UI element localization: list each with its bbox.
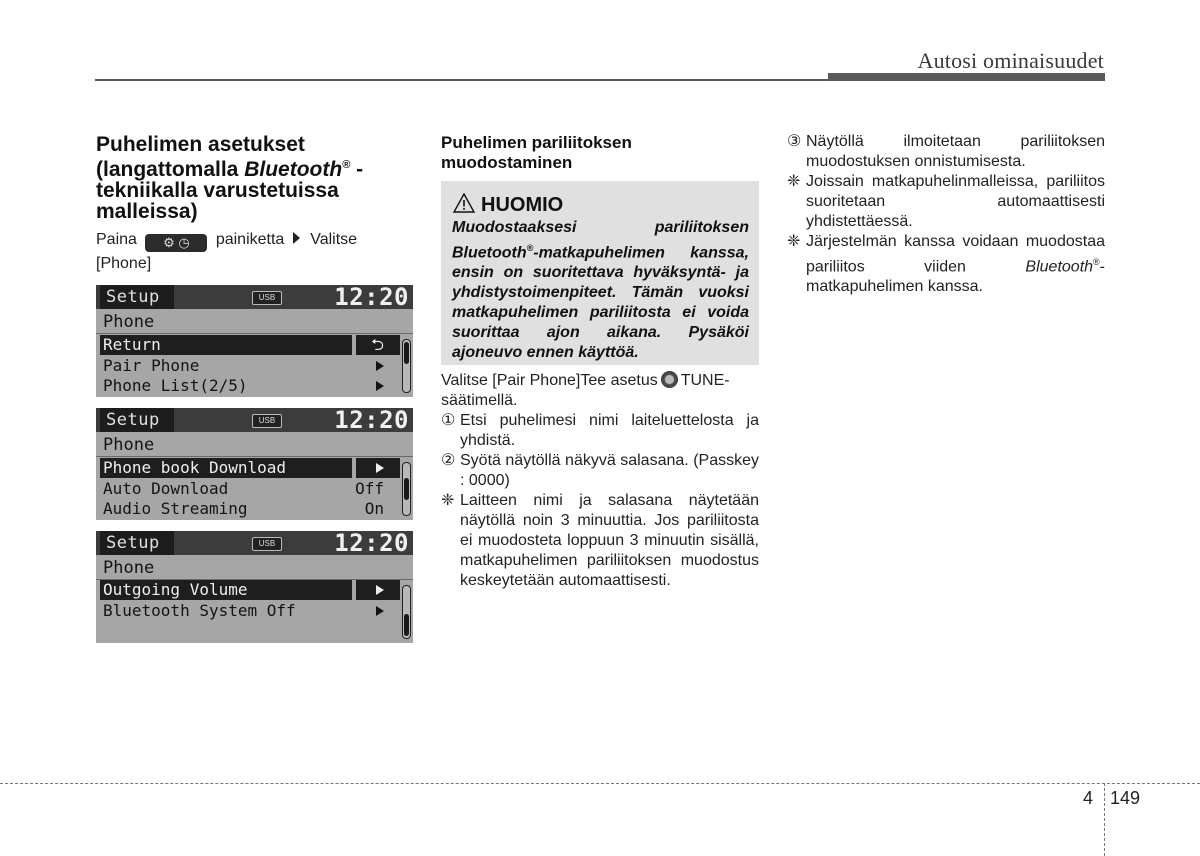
divider [96,333,413,334]
intro-paragraph: Valitse [Pair Phone]Tee asetus TUNE-säätimellä. [441,372,730,409]
menu-row-phone-book-download[interactable]: Phone book Download [100,458,396,478]
menu-row-phone-list[interactable]: Phone List(2/5) [100,376,396,396]
screen-subtitle: Phone [103,312,155,332]
instruction-paina: Paina ⚙ ◷ painiketta Valitse [Phone] [96,231,358,272]
scrollbar[interactable] [402,462,411,516]
footer-rule [0,783,1200,784]
screen-subtitle: Phone [103,558,155,578]
chevron-right-icon [376,463,384,473]
caution-heading: HUOMIO [453,193,563,217]
chevron-right-icon [376,361,384,371]
scrollbar[interactable] [402,339,411,393]
menu-row-return[interactable]: Return ⮌ [100,335,396,355]
note-item: ❈ Laitteen nimi ja salasana näytetään näytöllä noin 3 minuuttia. Jos pariliitosta ei muodosteta loppuun 3 minuutin sisällä, matkapuhelimen pariliitoksen muodostus keskeytetään automaattisesti. [441,492,759,589]
running-header: Autosi ominaisuudet [917,48,1104,73]
chevron-right-icon [376,585,384,595]
chevron-right-icon [376,381,384,391]
scroll-thumb[interactable] [404,478,409,500]
section-title: Puhelimen asetukset (langattomalla Bluetooth® - tekniikalla varustetuissa malleissa) [96,133,364,223]
screen-clock: 12:20 [334,285,409,311]
screen-title: Setup [100,408,174,432]
menu-row-auto-download[interactable]: Auto Download Off [103,479,384,498]
warning-icon [453,193,475,213]
caution-text: Muodostaaksesi pariliitoksen Bluetooth®-matkapuhelimen kanssa, ensin on suoritettava hyväksyntä- ja yhdistystoimenpiteet. Tämän vuoksi matkapuhelimen pariliitosta ei voida suorittaa ajon aikana. Pysäköi ajoneuvo ennen käyttöä. [452,219,749,362]
screen-clock: 12:20 [334,531,409,557]
scrollbar[interactable] [402,585,411,639]
caution-box [441,181,759,365]
right-column-text [787,132,1105,297]
arrow-right-icon [293,232,300,244]
usb-icon: USB [252,537,282,551]
step-item: ③ Näytöllä ilmoitetaan pariliitoksen muodostuksen onnistumisesta. [787,133,1105,170]
screen-subtitle: Phone [103,435,155,455]
subsection-title: Puhelimen pariliitoksen muodostaminen [441,133,632,172]
chevron-right-icon [376,606,384,616]
scroll-thumb[interactable] [404,342,409,364]
tune-knob-icon [661,371,678,388]
screen-title: Setup [100,285,174,309]
step-item: ① Etsi puhelimesi nimi laiteluettelosta ja yhdistä. [441,412,759,449]
setup-screen-1 [96,285,413,397]
chapter-number: 4 [1083,788,1094,808]
footer-divider [1104,783,1105,856]
menu-row-bluetooth-system-off[interactable]: Bluetooth System Off [100,601,396,621]
menu-row-pair-phone[interactable]: Pair Phone [100,356,396,376]
usb-icon: USB [252,414,282,428]
setting-value: On [364,499,384,518]
screen-title: Setup [100,531,174,555]
menu-row-outgoing-volume[interactable]: Outgoing Volume [100,580,396,600]
setup-screen-2 [96,408,413,520]
screen-clock: 12:20 [334,408,409,434]
divider [96,456,413,457]
scroll-thumb[interactable] [404,614,409,636]
step-item: ② Syötä näytöllä näkyvä salasana. (Passkey : 0000) [441,452,759,489]
setup-button-icon: ⚙ ◷ [145,234,207,252]
header-bar [828,73,1105,81]
return-icon: ⮌ [371,335,384,354]
setup-screen-3 [96,531,413,643]
page-number: 149 [1110,788,1141,808]
setting-value: Off [355,479,384,498]
usb-icon: USB [252,291,282,305]
pairing-instructions [441,371,759,591]
note-item: ❈ Joissain matkapuhelinmalleissa, pariliitos suoritetaan automaattisesti yhdistettäessä. [787,173,1105,230]
menu-row-audio-streaming[interactable]: Audio Streaming On [103,499,384,518]
note-item: ❈ Järjestelmän kanssa voidaan muodostaa pariliitos viiden Bluetooth®-matkapuhelimen kanssa. [787,233,1105,296]
